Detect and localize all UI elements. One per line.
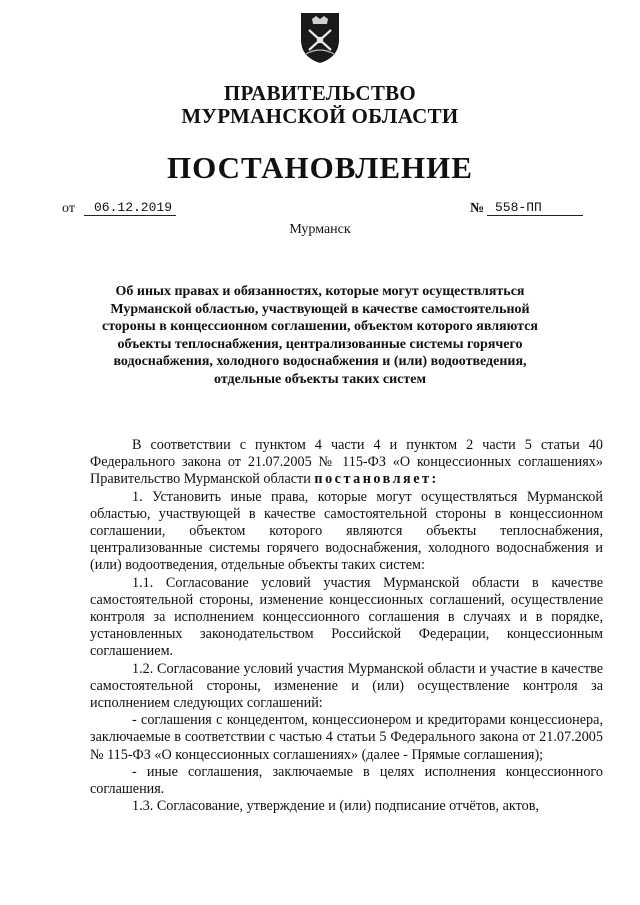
paragraph-1-3: 1.3. Согласование, утверждение и (или) подписание отчётов, актов, xyxy=(132,798,539,815)
document-body xyxy=(90,437,603,815)
title-line: стороны в концессионном соглашении, объектом которого являются xyxy=(102,319,538,335)
preamble-text: В соответствии с пунктом 4 части 4 и пунктом 2 части 5 статьи 40 Федерального закона от 21.07.2005 № 115-ФЗ «О концессионных соглашениях» Правительство Мурманской области xyxy=(90,437,603,488)
city-name: Мурманск xyxy=(289,222,351,237)
paragraph-1-2: 1.2. Согласование условий участия Мурманской области и участие в качестве самостоятельной стороны, изменение и (или) осуществление контроля за исполнением следующих соглашений: xyxy=(90,660,603,712)
document-number: 558-ПП xyxy=(487,200,583,216)
title-line: объекты теплоснабжения, централизованные системы горячего xyxy=(117,336,523,352)
title-line: Об иных правах и обязанностях, которые могут осуществляться xyxy=(115,284,525,299)
number-prefix: № xyxy=(470,201,485,216)
title-line: Мурманской областью, участвующей в качестве самостоятельной xyxy=(110,301,530,317)
paragraph-1: 1. Установить иные права, которые могут осуществляться Мурманской областью, участвующей в качестве самостоятельной стороны в концессионном соглашении, объектом которого являются объекты теплоснабжения, централизованные системы горячего водоснабжения, холодного водоснабжения и (или) водоотведения, отдельные объекты таких систем: xyxy=(90,488,603,574)
list-item-other-agreements: - иные соглашения, заключаемые в целях исполнения концессионного соглашения. xyxy=(90,763,603,798)
decree-word: постановляет: xyxy=(314,471,439,488)
document-date: 06.12.2019 xyxy=(84,200,176,216)
title-line: отдельные объекты таких систем xyxy=(214,371,426,387)
government-name-line1: ПРАВИТЕЛЬСТВО xyxy=(223,81,417,105)
coat-of-arms-emblem xyxy=(298,10,342,65)
list-item-direct-agreements: - соглашения с концедентом, концессионером и кредиторами концессионера, заключаемые в соответствии с частью 4 статьи 5 Федерального закона от 21.07.2005 № 115-ФЗ «О концессионных соглашениях» (далее - Прямые соглашения); xyxy=(90,712,603,763)
preamble-paragraph xyxy=(90,437,603,489)
government-name-line2: МУРМАНСКОЙ ОБЛАСТИ xyxy=(181,104,459,128)
title-line: водоснабжения, холодного водоснабжения и (или) водоотведения, xyxy=(113,354,527,370)
document-type-heading: ПОСТАНОВЛЕНИЕ xyxy=(167,150,473,185)
paragraph-1-1: 1.1. Согласование условий участия Мурманской области в качестве самостоятельной стороны, изменение концессионных соглашений, осуществление контроля за исполнением концессионного соглашения в случаях и в порядке, установленных законодательством Российской Федерации, концессионным соглашением. xyxy=(90,574,603,660)
date-prefix: от xyxy=(62,201,75,216)
document-title xyxy=(90,283,550,389)
